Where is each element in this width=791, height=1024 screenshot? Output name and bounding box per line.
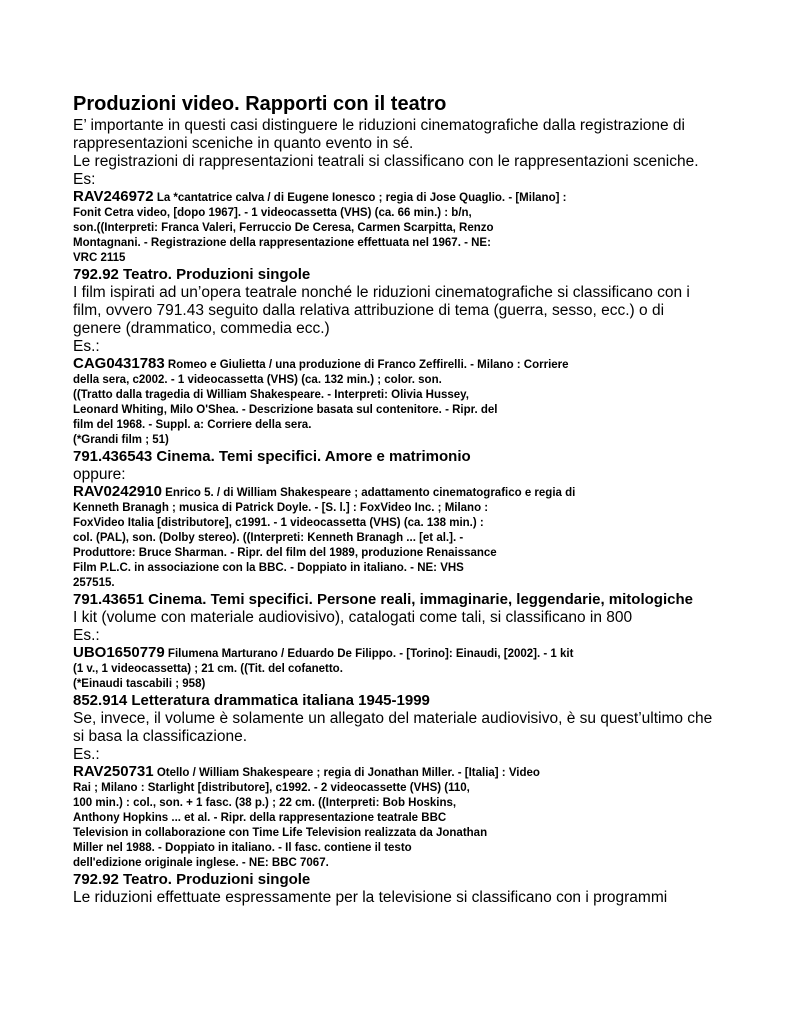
record-id: CAG0431783: [73, 355, 165, 372]
record-line: VRC 2115: [73, 252, 126, 264]
record-line: Leonard Whiting, Milo O'Shea. - Descrizione basata sul contenitore. - Ripr. del: [73, 404, 498, 416]
record-line: dell'edizione originale inglese. - NE: BBC 7067.: [73, 857, 329, 869]
example-label: Es.:: [73, 746, 100, 763]
document-page: [73, 92, 713, 907]
catalog-record-5: [73, 764, 713, 871]
record-id: RAV250731: [73, 763, 154, 780]
record-line: Television in collaborazione con Time Life Television realizzata da Jonathan: [73, 827, 488, 839]
example-label: Es.:: [73, 627, 100, 644]
catalog-record-3: [73, 484, 713, 591]
record-line: Fonit Cetra video, [dopo 1967]. - 1 videocassetta (VHS) (ca. 66 min.) : b/n,: [73, 207, 472, 219]
record-line: Produttore: Bruce Sharman. - Ripr. del film del 1989, produzione Renaissance: [73, 547, 497, 559]
record-line: (*Einaudi tascabili ; 958): [73, 678, 206, 690]
paragraph-allegato: Se, invece, il volume è solamente un allegato del materiale audiovisivo, è su quest’ultimo che si basa la classificazione.: [73, 710, 713, 745]
page-title: Produzioni video. Rapporti con il teatro: [73, 93, 447, 115]
record-line: Kenneth Branagh ; musica di Patrick Doyle. - [S. l.] : FoxVideo Inc. ; Milano :: [73, 502, 489, 514]
intro-paragraph-1: E’ importante in questi casi distinguere le riduzioni cinematografiche dalla registrazione di rappresentazioni sceniche in quanto evento in sé.: [73, 117, 686, 152]
catalog-record-2: [73, 356, 713, 448]
paragraph-kit: I kit (volume con materiale audiovisivo), catalogati come tali, si classificano in 800: [73, 609, 633, 626]
classification-4: 852.914 Letteratura drammatica italiana 1945-1999: [73, 692, 430, 709]
record-line: della sera, c2002. - 1 videocassetta (VHS) (ca. 132 min.) ; color. son.: [73, 374, 442, 386]
intro-paragraph-2: Le registrazioni di rappresentazioni teatrali si classificano con le rappresentazioni sceniche.: [73, 153, 699, 170]
record-id: UBO1650779: [73, 644, 165, 661]
example-label: Es:: [73, 171, 96, 188]
oppure-label: oppure:: [73, 466, 126, 483]
record-line: FoxVideo Italia [distributore], c1991. - 1 videocassetta (VHS) (ca. 138 min.) :: [73, 517, 484, 529]
catalog-record-4: [73, 645, 713, 692]
record-line: 100 min.) : col., son. + 1 fasc. (38 p.) ; 22 cm. ((Interpreti: Bob Hoskins,: [73, 797, 457, 809]
catalog-record-1: [73, 189, 713, 266]
record-line: Film P.L.C. in associazione con la BBC. - Doppiato in italiano. - NE: VHS: [73, 562, 464, 574]
classification-3: 791.43651 Cinema. Temi specifici. Persone reali, immaginarie, leggendarie, mitologiche: [73, 591, 693, 608]
record-line: Filumena Marturano / Eduardo De Filippo. - [Torino]: Einaudi, [2002]. - 1 kit: [164, 648, 574, 660]
record-line: Rai ; Milano : Starlight [distributore], c1992. - 2 videocassette (VHS) (110,: [73, 782, 470, 794]
record-line: Otello / William Shakespeare ; regia di Jonathan Miller. - [Italia] : Video: [153, 767, 540, 779]
record-line: film del 1968. - Suppl. a: Corriere della sera.: [73, 419, 312, 431]
record-line: (1 v., 1 videocassetta) ; 21 cm. ((Tit. del cofanetto.: [73, 663, 343, 675]
paragraph-film: I film ispirati ad un’opera teatrale nonché le riduzioni cinematografiche si classificano con i film, ovvero 791.43 seguito dalla relativa attribuzione di tema (guerra, sesso, ecc.) o di genere (drammatico, commedia ecc.): [73, 284, 690, 337]
record-line: col. (PAL), son. (Dolby stereo). ((Interpreti: Kenneth Branagh ... [et al.]. -: [73, 532, 464, 544]
record-line: ((Tratto dalla tragedia di William Shakespeare. - Interpreti: Olivia Hussey,: [73, 389, 469, 401]
record-line: Montagnani. - Registrazione della rappresentazione effettuata nel 1967. - NE:: [73, 237, 491, 249]
record-id: RAV246972: [73, 188, 154, 205]
classification-5: 792.92 Teatro. Produzioni singole: [73, 871, 311, 888]
paragraph-tv: Le riduzioni effettuate espressamente per la televisione si classificano con i programmi: [73, 889, 668, 906]
record-line: 257515.: [73, 577, 115, 589]
classification-1: 792.92 Teatro. Produzioni singole: [73, 266, 311, 283]
record-line: La *cantatrice calva / di Eugene Ionesco ; regia di Jose Quaglio. - [Milano] :: [153, 192, 567, 204]
record-id: RAV0242910: [73, 483, 162, 500]
record-line: Anthony Hopkins ... et al. - Ripr. della rappresentazione teatrale BBC: [73, 812, 447, 824]
record-line: Miller nel 1988. - Doppiato in italiano. - Il fasc. contiene il testo: [73, 842, 412, 854]
record-line: son.((Interpreti: Franca Valeri, Ferruccio De Ceresa, Carmen Scarpitta, Renzo: [73, 222, 494, 234]
record-line: (*Grandi film ; 51): [73, 434, 169, 446]
record-line: Romeo e Giulietta / una produzione di Franco Zeffirelli. - Milano : Corriere: [164, 359, 569, 371]
example-label: Es.:: [73, 338, 100, 355]
record-line: Enrico 5. / di William Shakespeare ; adattamento cinematografico e regia di: [161, 487, 576, 499]
classification-2: 791.436543 Cinema. Temi specifici. Amore e matrimonio: [73, 448, 471, 465]
